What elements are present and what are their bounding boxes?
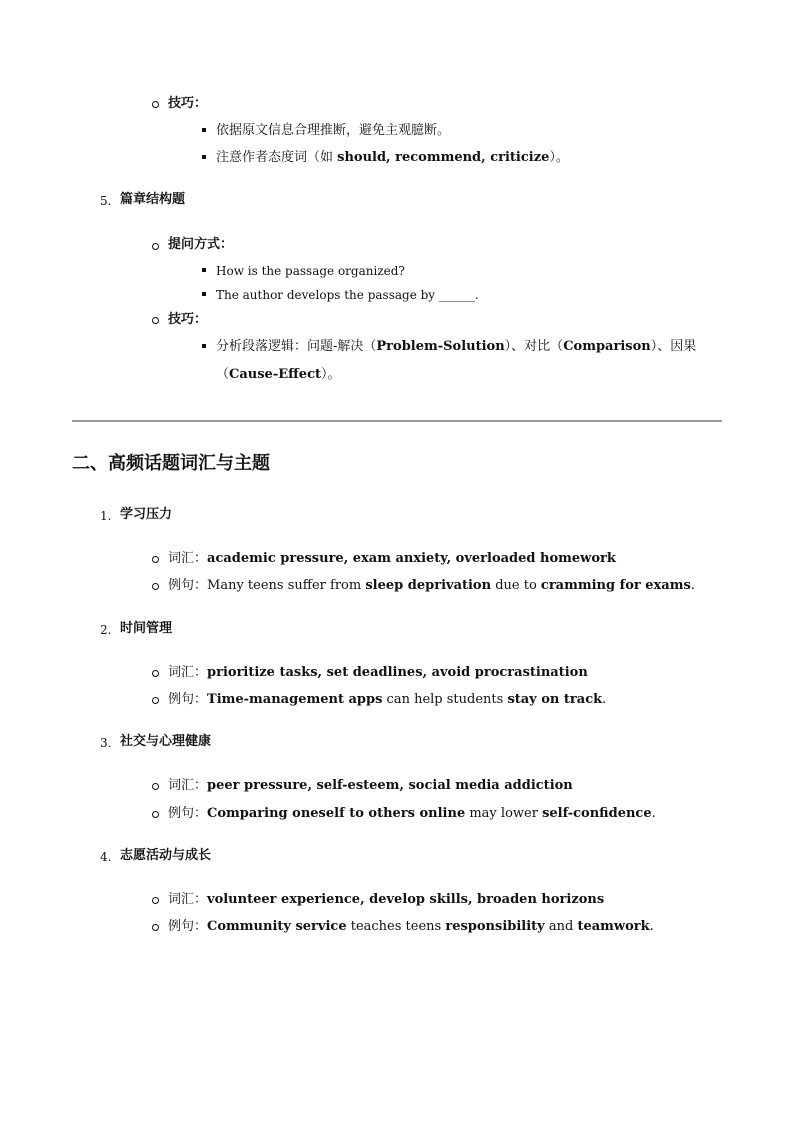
circle-bullet-icon — [152, 924, 159, 931]
list-number: 2. — [100, 623, 112, 637]
vocab-line: 词汇：academic pressure, exam anxiety, overloaded homework — [168, 551, 616, 566]
ask-label: 提问方式： — [168, 237, 234, 252]
question-type-title: 篇章结构题 — [120, 192, 186, 207]
example-line: 例句：Comparing oneself to others online may lower self-confidence. — [168, 806, 656, 821]
section-divider — [72, 420, 722, 422]
tip-label: 技巧： — [168, 312, 208, 327]
circle-bullet-icon — [152, 556, 159, 563]
vocab-line: 词汇：prioritize tasks, set deadlines, avoid procrastination — [168, 665, 588, 680]
ask-item: The author develops the passage by ______. — [216, 288, 479, 302]
tip-item-structure-cont: （Cause-Effect）。 — [216, 367, 341, 382]
square-bullet-icon — [202, 292, 206, 296]
list-number: 1. — [100, 509, 112, 523]
example-line: 例句：Community service teaches teens responsibility and teamwork. — [168, 919, 654, 934]
topic-title: 学习压力 — [120, 507, 173, 522]
tip-item-attitude: 注意作者态度词（如 should, recommend, criticize）。 — [216, 150, 569, 165]
circle-bullet-icon — [152, 317, 159, 324]
vocab-line: 词汇：volunteer experience, develop skills, broaden horizons — [168, 892, 605, 907]
tip-label: 技巧： — [168, 96, 208, 111]
square-bullet-icon — [202, 268, 206, 272]
list-number: 3. — [100, 736, 112, 750]
circle-bullet-icon — [152, 583, 159, 590]
square-bullet-icon — [202, 128, 206, 132]
circle-bullet-icon — [152, 243, 159, 250]
example-line: 例句：Many teens suffer from sleep deprivation due to cramming for exams. — [168, 578, 695, 593]
topic-title: 社交与心理健康 — [120, 734, 212, 749]
vocab-line: 词汇：peer pressure, self-esteem, social media addiction — [168, 778, 573, 793]
section-heading: 二、高频话题词汇与主题 — [72, 453, 270, 474]
square-bullet-icon — [202, 344, 206, 348]
tip-item-structure: 分析段落逻辑：问题-解决（Problem-Solution）、对比（Comparison）、因果 — [216, 339, 697, 354]
circle-bullet-icon — [152, 897, 159, 904]
circle-bullet-icon — [152, 811, 159, 818]
list-number: 5. — [100, 194, 112, 208]
circle-bullet-icon — [152, 101, 159, 108]
example-line: 例句：Time-management apps can help students stay on track. — [168, 692, 607, 707]
topic-title: 志愿活动与成长 — [120, 848, 212, 863]
ask-item: How is the passage organized? — [216, 264, 405, 278]
tip-item-inference: 依据原文信息合理推断，避免主观臆断。 — [216, 123, 451, 138]
circle-bullet-icon — [152, 783, 159, 790]
circle-bullet-icon — [152, 697, 159, 704]
list-number: 4. — [100, 850, 112, 864]
square-bullet-icon — [202, 155, 206, 159]
topic-title: 时间管理 — [120, 621, 173, 636]
circle-bullet-icon — [152, 670, 159, 677]
